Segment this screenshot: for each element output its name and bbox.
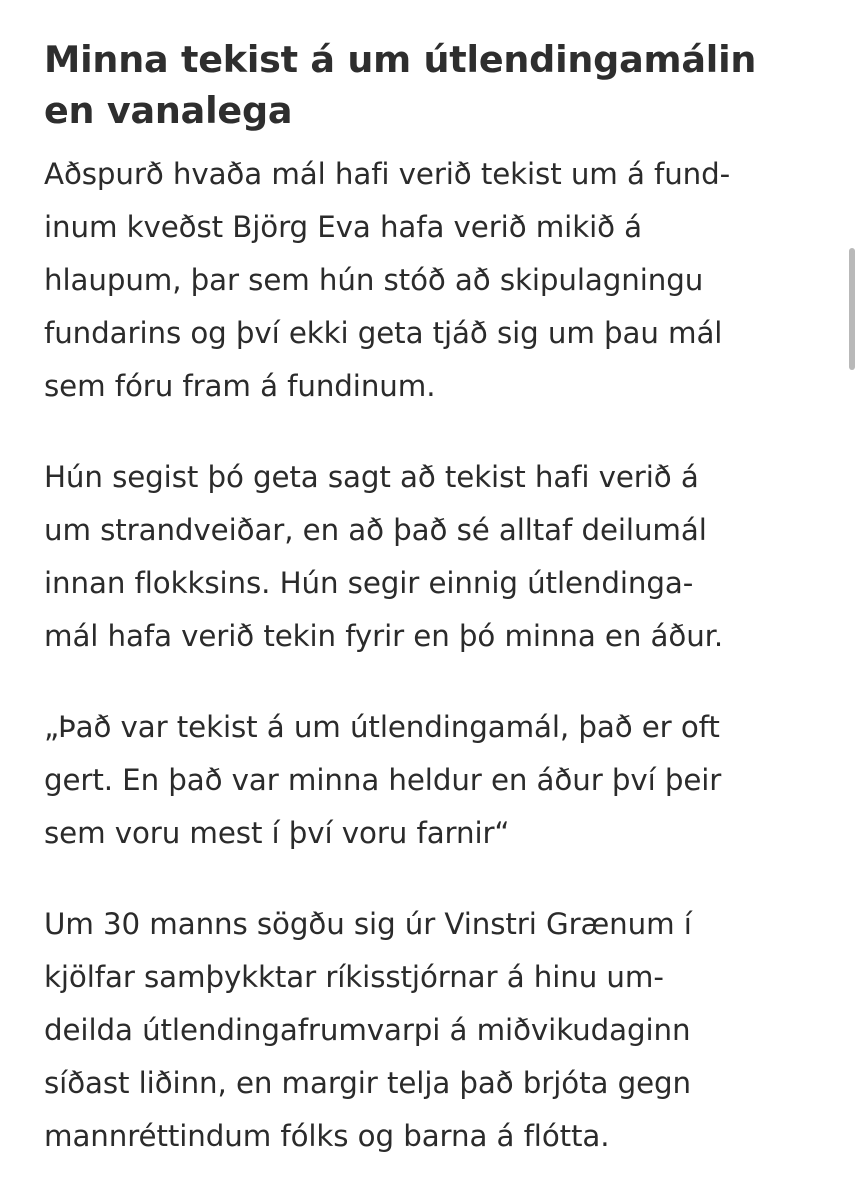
text-line: sem voru mest í því voru farnir“ — [44, 816, 510, 850]
text-line: Um 30 manns sögðu sig úr Vinstri Grænum í — [44, 907, 692, 941]
paragraph-4 — [44, 898, 824, 1163]
scrollbar-thumb[interactable] — [849, 248, 855, 370]
text-line: fundarins og því ekki geta tjáð sig um þau mál — [44, 316, 723, 350]
text-line: gert. En það var minna heldur en áður því þeir — [44, 763, 722, 797]
paragraph-2 — [44, 451, 824, 663]
heading-line: Minna tekist á um útlendingamálin — [44, 38, 757, 81]
article-body — [44, 34, 824, 1201]
text-line: Aðspurð hvaða mál hafi verið tekist um á fund- — [44, 157, 731, 191]
heading-line: en vanalega — [44, 89, 293, 132]
text-line: Hún segist þó geta sagt að tekist hafi verið á — [44, 460, 699, 494]
paragraph-1 — [44, 148, 824, 413]
text-line: mál hafa verið tekin fyrir en þó minna en áður. — [44, 619, 724, 653]
text-line: kjölfar samþykktar ríkisstjórnar á hinu um- — [44, 960, 664, 994]
text-line: sem fóru fram á fundinum. — [44, 369, 436, 403]
quote-paragraph — [44, 701, 824, 860]
text-line: um strandveiðar, en að það sé alltaf deilumál — [44, 513, 707, 547]
text-line: inum kveðst Björg Eva hafa verið mikið á — [44, 210, 643, 244]
text-line: deilda útlendingafrumvarpi á miðvikudaginn — [44, 1013, 691, 1047]
text-line: mannréttindum fólks og barna á flótta. — [44, 1119, 610, 1153]
text-line: síðast liðinn, en margir telja það brjóta gegn — [44, 1066, 691, 1100]
text-line: „Það var tekist á um útlendingamál, það er oft — [44, 710, 720, 744]
article-subheading — [44, 34, 824, 136]
text-line: innan flokksins. Hún segir einnig útlendinga- — [44, 566, 694, 600]
text-line: hlaupum, þar sem hún stóð að skipulagningu — [44, 263, 704, 297]
